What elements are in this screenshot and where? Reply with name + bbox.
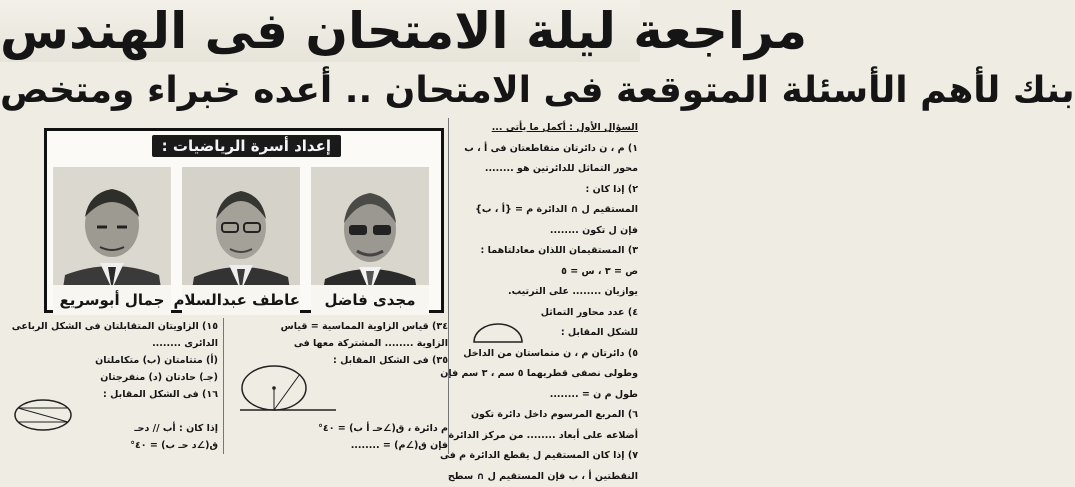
authors-box-title: إعداد أسرة الرياضيات : xyxy=(152,135,341,157)
right-column-line: ٦) المربع المرسوم داخل دائرة تكون xyxy=(452,405,640,426)
subheadline: بنك لأهم الأسئلة المتوقعة فى الامتحان .. أعده خبراء ومتخص xyxy=(0,62,640,118)
right-column xyxy=(452,118,640,454)
right-column-line: طول م ن = ........ xyxy=(452,385,640,406)
headline: مراجعة ليلة الامتحان فى الهندس xyxy=(0,0,640,62)
right-column-line: ٥) دائرتان م ، ن متماستان من الداخل xyxy=(452,344,640,365)
left-column-line: ١٥) الزاويتان المتقابلتان فى الشكل الرباعى xyxy=(0,318,220,335)
right-column-line: المستقيم ل ∩ الدائرة م = {أ ، ب} xyxy=(452,200,640,221)
right-column-line: محور التماثل للدائرتين هو ........ xyxy=(452,159,640,180)
middle-column-line: ٣٥) فى الشكل المقابل : xyxy=(226,352,450,369)
semicircle-figure xyxy=(472,322,524,344)
left-column-line: (أ) متتامتان (ب) متكاملتان xyxy=(0,352,220,369)
right-column-line: يوازيان ........ على الترتيب. xyxy=(452,282,640,303)
left-column-line: ١٦) فى الشكل المقابل : xyxy=(0,386,220,403)
left-column-line: الدائرى ........ xyxy=(0,335,220,352)
right-column-line: وطولى نصفى قطريهما ٥ سم ، ٣ سم فإن xyxy=(452,364,640,385)
middle-column-line: الزاوية ........ المشتركة معها فى xyxy=(226,335,450,352)
right-column-line: ١) م ، ن دائرتان متقاطعتان فى أ ، ب xyxy=(452,139,640,160)
left-column-line: إذا كان : أب // دحـ xyxy=(0,420,220,437)
right-column-line: ص = ٣ ، س = ٥ xyxy=(452,262,640,283)
middle-column-line: ٣٤) قياس الزاوية المماسية = قياس xyxy=(226,318,450,335)
right-column-line: ٤) عدد محاور التماثل xyxy=(452,303,640,324)
right-column-line: أضلاعه على أبعاد ........ من مركز الدائرة xyxy=(452,426,640,447)
right-column-line: النقطتين أ ، ب فإن المستقيم ل ∩ سطح xyxy=(452,467,640,487)
portrait-3-name: جمال أبوسريع xyxy=(53,285,171,315)
left-column-line: ق(∠د حـ ب) = ٤٠° xyxy=(0,437,220,454)
portrait-3 xyxy=(53,167,171,315)
portrait-2-name: عاطف عبدالسلام xyxy=(182,285,300,315)
right-column-line: للشكل المقابل : xyxy=(452,323,640,344)
right-column-line: ٢) إذا كان : xyxy=(452,180,640,201)
left-column-line: (جـ) حادتان (د) منفرجتان xyxy=(0,369,220,386)
circle-tangent-figure xyxy=(236,364,340,414)
portrait-2 xyxy=(182,167,300,315)
right-column-line: ٧) إذا كان المستقيم ل يقطع الدائرة م فى xyxy=(452,446,640,467)
middle-column-line: م دائرة ، ق(∠حـ أ ب) = ٤٠° xyxy=(226,420,450,437)
column-rule-left xyxy=(223,318,224,454)
middle-column-line: فإن ق(∠م) = ........ xyxy=(226,437,450,454)
authors-photo-box xyxy=(44,128,444,313)
cyclic-quadrilateral-figure xyxy=(12,398,74,432)
portrait-1-name: مجدى فاضل xyxy=(311,285,429,315)
right-column-line: فإن ل تكون ........ xyxy=(452,221,640,242)
right-column-line: ٣) المستقيمان اللذان معادلتاهما : xyxy=(452,241,640,262)
left-column xyxy=(0,318,220,454)
right-column-line: السؤال الأول : أكمل ما يأتى ... xyxy=(452,118,640,139)
portrait-1 xyxy=(311,167,429,315)
